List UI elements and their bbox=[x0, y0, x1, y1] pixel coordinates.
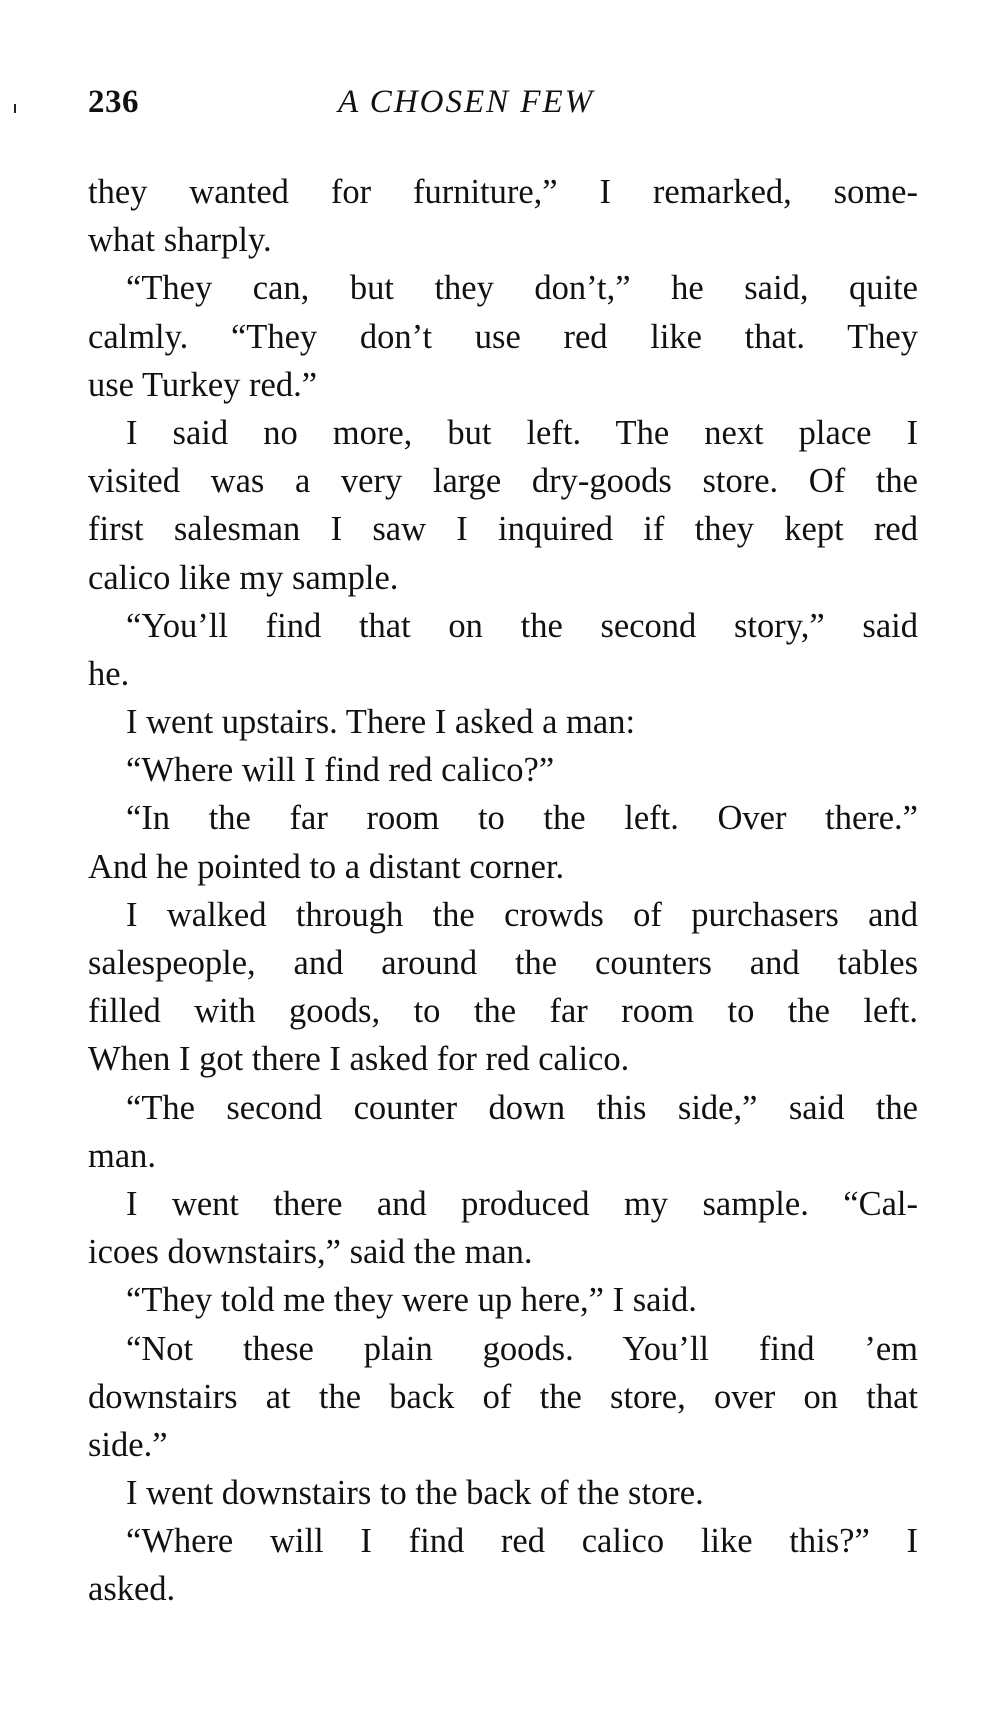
text-line: “They told me they were up here,” I said. bbox=[126, 1281, 697, 1320]
text-line: man. bbox=[88, 1136, 157, 1175]
text-line: And he pointed to a distant corner. bbox=[88, 847, 565, 886]
text-line: calico like my sample. bbox=[88, 558, 399, 597]
text-line: side.” bbox=[88, 1425, 168, 1464]
text-line: I went downstairs to the back of the store. bbox=[126, 1474, 704, 1513]
text-line: visited was a very large dry-goods store. Of the bbox=[88, 462, 918, 501]
text-line: icoes downstairs,” said the man. bbox=[88, 1233, 533, 1272]
text-line: “You’ll find that on the second story,” said bbox=[126, 606, 918, 645]
text-line: “Not these plain goods. You’ll find ’em bbox=[126, 1329, 918, 1368]
text-line: “Where will I find red calico like this?” I bbox=[126, 1522, 918, 1561]
text-line: asked. bbox=[88, 1570, 176, 1609]
running-title: A CHOSEN FEW bbox=[338, 84, 595, 120]
text-line: filled with goods, to the far room to the left. bbox=[88, 992, 918, 1031]
body-text bbox=[88, 168, 918, 1614]
text-line: I went there and produced my sample. “Cal- bbox=[126, 1184, 918, 1223]
text-line: first salesman I saw I inquired if they kept red bbox=[88, 510, 918, 549]
text-line: calmly. “They don’t use red like that. They bbox=[88, 317, 918, 356]
text-line: I went upstairs. There I asked a man: bbox=[126, 703, 636, 742]
text-line: “The second counter down this side,” said the bbox=[126, 1088, 918, 1127]
text-line: When I got there I asked for red calico. bbox=[88, 1040, 630, 1079]
scan-edge-mark bbox=[14, 104, 16, 113]
text-line: I walked through the crowds of purchasers and bbox=[126, 895, 918, 934]
text-line: he. bbox=[88, 654, 130, 693]
text-line: salespeople, and around the counters and tables bbox=[88, 944, 918, 982]
text-line: I said no more, but left. The next place I bbox=[126, 413, 918, 452]
text-line: what sharply. bbox=[88, 221, 272, 260]
text-line: “Where will I find red calico?” bbox=[126, 751, 555, 790]
page-number: 236 bbox=[88, 84, 139, 120]
text-line: “They can, but they don’t,” he said, quite bbox=[126, 269, 918, 308]
text-line: downstairs at the back of the store, over on that bbox=[88, 1377, 918, 1416]
running-head bbox=[88, 84, 918, 134]
text-line: “In the far room to the left. Over there.” bbox=[126, 799, 918, 838]
text-line: use Turkey red.” bbox=[88, 365, 318, 404]
text-line: they wanted for furniture,” I remarked, some- bbox=[88, 173, 918, 211]
